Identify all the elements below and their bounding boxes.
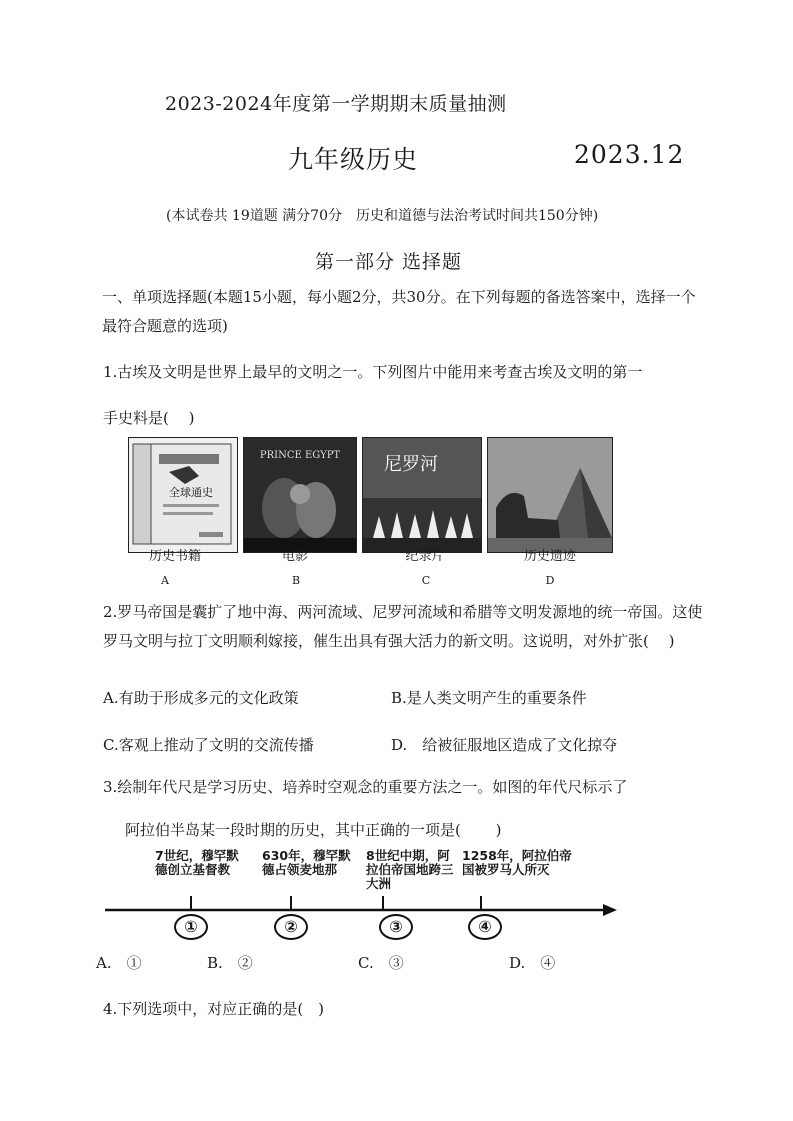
q2-stem: 2.罗马帝国是囊扩了地中海、两河流域、尼罗河流域和希腊等文明发源地的统一帝国。这使罗马文明与拉丁文明顺利嫁接，催生出具有强大活力的新文明。这说明，对外扩张( ) [103, 603, 703, 650]
timeline-tick-4 [480, 896, 482, 910]
q3-stem-line2: 阿拉伯半岛某一段时期的历史，其中正确的一项是( ) [125, 821, 502, 839]
q1-letter-a: A [161, 574, 169, 587]
movie-poster-image [243, 437, 357, 553]
timeline-marker-2: ② [274, 914, 308, 940]
q1-letter-c: C [421, 574, 431, 587]
q3-option-c[interactable]: C. ③ [358, 954, 404, 972]
documentary-title: 尼罗河 [384, 454, 438, 475]
timeline-tick-2 [290, 896, 292, 910]
timeline-event-3: 8世纪中期，阿拉伯帝国地跨三大洲 [366, 848, 454, 891]
exam-date: 2023.12 [574, 140, 685, 169]
q1-caption-d: 历史遗迹 [523, 549, 576, 564]
q2-option-c[interactable]: C.客观上推动了文明的交流传播 [103, 736, 314, 754]
timeline-marker-1: ① [174, 914, 208, 940]
q3-stem-line1: 3.绘制年代尺是学习历史、培养时空观念的重要方法之一。如图的年代尺标示了 [103, 778, 628, 796]
part-title: 第一部分 选择题 [315, 251, 463, 273]
q2-option-d[interactable]: D. 给被征服地区造成了文化掠夺 [391, 736, 618, 754]
timeline-marker-4: ④ [468, 914, 502, 940]
q3-option-b[interactable]: B. ② [207, 954, 253, 972]
timeline-event-4: 1258年，阿拉伯帝国被罗马人所灭 [462, 848, 572, 877]
q1-caption-a: 历史书籍 [148, 549, 201, 564]
q1-stem-line2: 手史料是( ) [103, 409, 195, 427]
exam-title: 2023-2024年度第一学期期末质量抽测 [165, 93, 507, 115]
sphinx-pyramid-image [487, 437, 613, 553]
q2-option-b[interactable]: B.是人类文明产生的重要条件 [391, 689, 587, 707]
q3-option-d[interactable]: D. ④ [509, 954, 556, 972]
section-instruction: 一、单项选择题(本题15小题，每小题2分，共30分。在下列每题的备选答案中，选择一个最符合题意的选项) [102, 288, 696, 335]
q4-stem: 4.下列选项中，对应正确的是( ) [103, 1000, 325, 1018]
q3-option-a[interactable]: A. ① [96, 954, 142, 972]
q1-caption-b: 电影 [281, 549, 308, 564]
book-image [128, 437, 238, 553]
q1-caption-c: 纪录片 [405, 549, 445, 564]
timeline-tick-1 [190, 896, 192, 910]
q1-letter-b: B [291, 574, 301, 587]
q1-letter-d: D [545, 574, 555, 587]
q1-stem-line1: 1.古埃及文明是世界上最早的文明之一。下列图片中能用来考查古埃及文明的第一 [103, 363, 643, 381]
timeline-event-2: 630年，穆罕默德占领麦地那 [262, 848, 351, 877]
timeline-event-1: 7世纪，穆罕默德创立基督教 [155, 848, 239, 877]
q2-option-a[interactable]: A.有助于形成多元的文化政策 [103, 689, 299, 707]
documentary-image [362, 437, 482, 553]
movie-poster-title: PRINCE EGYPT [259, 450, 341, 461]
exam-note: (本试卷共 19道题 满分70分 历史和道德与法治考试时间共150分钟) [166, 208, 599, 224]
subject-title: 九年级历史 [288, 145, 419, 174]
timeline-marker-3: ③ [379, 914, 413, 940]
book-cover-title: 全球通史 [169, 486, 213, 499]
timeline-tick-3 [382, 896, 384, 910]
